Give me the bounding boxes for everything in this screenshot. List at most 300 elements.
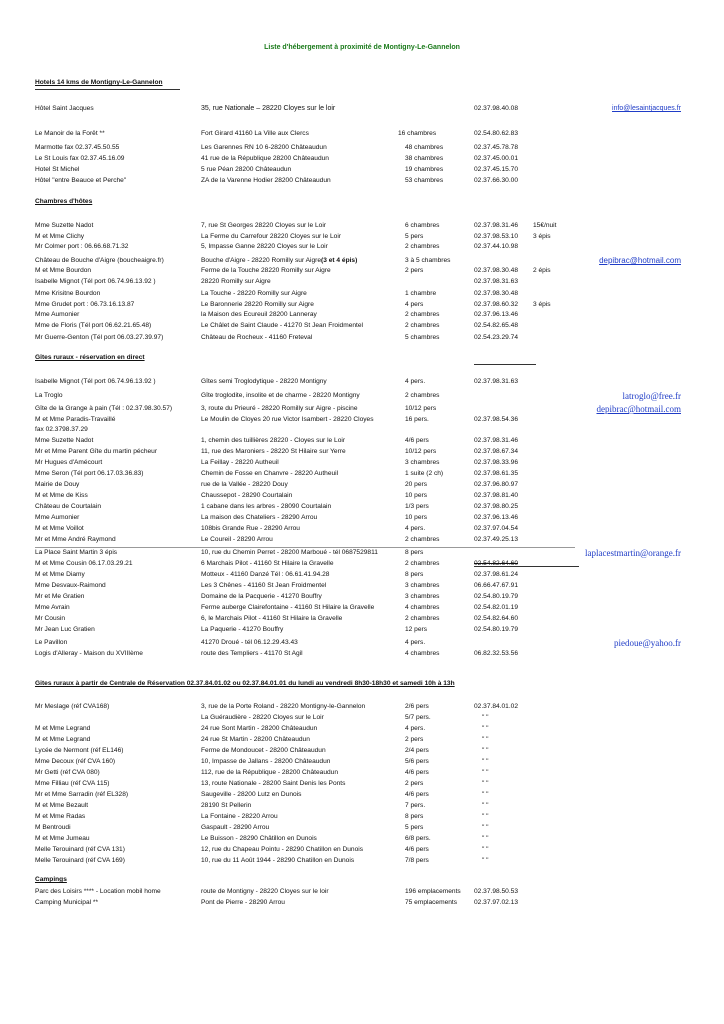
camping-row bbox=[0, 887, 724, 897]
gite-row bbox=[0, 614, 724, 624]
gite-name: M et Mme de Kiss bbox=[35, 492, 88, 499]
hotel-phone: 02.37.45.78.78 bbox=[474, 144, 518, 151]
centrale-row bbox=[0, 735, 724, 745]
centrale-row bbox=[0, 724, 724, 734]
gite-capacity: 4 pers. bbox=[405, 525, 426, 532]
centrale-capacity: 4/6 pers bbox=[405, 846, 429, 853]
centrale-name: M Bentroudi bbox=[35, 824, 71, 831]
chambre-address bbox=[201, 256, 357, 266]
centrale-row bbox=[0, 812, 724, 822]
centrale-phone-ditto: " " bbox=[482, 824, 489, 831]
centrale-phone-ditto: " " bbox=[482, 835, 489, 842]
gite-name: Château de Courtalain bbox=[35, 503, 101, 510]
hotel-rooms: 48 chambres bbox=[405, 144, 444, 151]
chambre-capacity: 2 pers bbox=[405, 267, 424, 274]
gite-phone: 02.54.82.64.60 bbox=[474, 560, 518, 567]
camping-row bbox=[0, 898, 724, 908]
gite-name: Mme Avrain bbox=[35, 604, 70, 611]
gite-capacity: 10 pers bbox=[405, 492, 427, 499]
centrale-capacity: 4/6 pers bbox=[405, 769, 429, 776]
gite-address: 1, chemin des tuillières 28220 - Cloyes sur le Loir bbox=[201, 437, 346, 444]
centrale-name: Mme Decoux (réf CVA 160) bbox=[35, 758, 116, 765]
chambre-capacity: 4 pers bbox=[405, 301, 424, 308]
gite-capacity: 8 pers bbox=[405, 571, 424, 578]
chambre-capacity: 1 chambre bbox=[405, 290, 437, 297]
hotel-name: Le St Louis fax 02.37.45.16.09 bbox=[35, 155, 125, 162]
hotel-row bbox=[0, 154, 724, 164]
gite-phone: 02.37.98.33.96 bbox=[474, 459, 518, 466]
gite-capacity: 16 pers. bbox=[405, 416, 429, 423]
gite-capacity: 2 chambres bbox=[405, 560, 440, 567]
centrale-capacity: 5 pers bbox=[405, 824, 424, 831]
gite-phone: 02.37.98.31.63 bbox=[474, 378, 518, 385]
gite-capacity: 10/12 pers bbox=[405, 448, 437, 455]
gite-phone: 02.37.98.61.35 bbox=[474, 470, 518, 477]
centrale-address: La Fontaine - 28220 Arrou bbox=[201, 813, 278, 820]
section-campings-heading: Campings bbox=[35, 876, 67, 883]
chambre-row bbox=[0, 266, 724, 276]
centrale-row bbox=[0, 779, 724, 789]
gite-address: La Paquerie - 41270 Bouffry bbox=[201, 626, 284, 633]
hotel-phone: 02.37.66.30.00 bbox=[474, 177, 518, 184]
chambre-address: Ferme de la Touche 28220 Romilly sur Aigre bbox=[201, 267, 331, 274]
gite-row bbox=[0, 469, 724, 479]
chambre-address: 7, rue St Georges 28220 Cloyes sur le Loir bbox=[201, 222, 326, 229]
gite-row bbox=[0, 570, 724, 580]
gite-row bbox=[0, 447, 724, 457]
centrale-name: M et Mme Legrand bbox=[35, 736, 91, 743]
gite-phone: 02.37.98.31.46 bbox=[474, 437, 518, 444]
chambre-address: La Ferme du Carrefour 28220 Cloyes sur le Loir bbox=[201, 233, 342, 240]
centrale-phone-ditto: " " bbox=[482, 758, 489, 765]
gite-address: 108bis Grande Rue - 28290 Arrou bbox=[201, 525, 300, 532]
gite-phone: 06.82.32.53.56 bbox=[474, 650, 518, 657]
chambre-name: M et Mme Bourdon bbox=[35, 267, 92, 274]
gite-name: Logis d'Alleray - Maison du XVIIIème bbox=[35, 650, 143, 657]
gite-address: Les 3 Chênes - 41160 St Jean Froidmentel bbox=[201, 582, 327, 589]
centrale-address: 24 rue St Martin - 28200 Châteaudun bbox=[201, 736, 310, 743]
gite-row bbox=[0, 404, 724, 414]
centrale-address: 112, rue de la République - 28200 Châteaudun bbox=[201, 769, 338, 776]
chambre-name: Château de Bouche d'Aigre (boucheaigre.fr) bbox=[35, 257, 164, 264]
centrale-name: Mr Meslage (réf CVA168) bbox=[35, 703, 110, 710]
gite-name: Mme Seron (Tél port 06.17.03.36.83) bbox=[35, 470, 144, 477]
centrale-capacity: 2/6 pers bbox=[405, 703, 429, 710]
camping-name: Camping Municipal ** bbox=[35, 899, 99, 906]
gite-address: 41270 Droué - tél 06.12.29.43.43 bbox=[201, 639, 298, 646]
centrale-address: Le Buisson - 28290 Châtillon en Dunois bbox=[201, 835, 317, 842]
gite-name: M et Mme Voillot bbox=[35, 525, 84, 532]
centrale-address: La Guéraudière - 28220 Cloyes sur le Loir bbox=[201, 714, 324, 721]
gite-row bbox=[0, 436, 724, 446]
chambre-row bbox=[0, 310, 724, 320]
gite-name: Mairie de Douy bbox=[35, 481, 80, 488]
gite-name: Mr Cousin bbox=[35, 615, 66, 622]
chambre-address: Le Baronnerie 28220 Romilly sur Aigre bbox=[201, 301, 314, 308]
gite-name: Mr et Mme André Raymond bbox=[35, 536, 116, 543]
centrale-row bbox=[0, 746, 724, 756]
centrale-name: M et Mme Radas bbox=[35, 813, 86, 820]
chambre-phone: 02.37.44.10.98 bbox=[474, 243, 518, 250]
hotel-phone: 02.37.45.15.70 bbox=[474, 166, 518, 173]
section-gites-direct-heading: Gîtes ruraux - réservation en direct bbox=[35, 354, 145, 361]
centrale-row bbox=[0, 768, 724, 778]
chambre-address: la Maison des Ecureuil 28200 Lanneray bbox=[201, 311, 317, 318]
gite-email-link[interactable]: depibrac@hotmail.com bbox=[596, 404, 681, 414]
gite-address: 11, rue des Maroniers - 28220 St Hilaire sur Yerre bbox=[201, 448, 346, 455]
centrale-row bbox=[0, 823, 724, 833]
centrale-row bbox=[0, 757, 724, 767]
chambre-price: 15€/nuit bbox=[533, 222, 557, 229]
chambre-name: Mme Suzette Nadot bbox=[35, 222, 94, 229]
centrale-name: M et Mme Bezault bbox=[35, 802, 89, 809]
gite-name: Mr Jean Luc Gratien bbox=[35, 626, 95, 633]
chambre-phone: 02.37.96.13.46 bbox=[474, 311, 518, 318]
centrale-address: 28190 St Pellerin bbox=[201, 802, 252, 809]
centrale-row bbox=[0, 834, 724, 844]
hotel-phone: 02.37.98.40.08 bbox=[474, 105, 518, 112]
gite-row bbox=[0, 425, 724, 435]
hotel-row bbox=[0, 165, 724, 175]
gite-row bbox=[0, 559, 724, 569]
gite-address: 3, route du Prieuré - 28220 Romilly sur Aigre - piscine bbox=[201, 405, 358, 412]
centrale-capacity: 6/8 pers. bbox=[405, 835, 431, 842]
gite-name: Gîte de la Grange à pain (Tél : 02.37.98.30.57) bbox=[35, 405, 173, 412]
chambre-row bbox=[0, 321, 724, 331]
gite-capacity: 2 chambres bbox=[405, 536, 440, 543]
chambre-name: Mr Colmer port : 06.66.68.71.32 bbox=[35, 243, 129, 250]
gite-capacity: 4 chambres bbox=[405, 650, 440, 657]
gite-address: La Feillay - 28220 Autheuil bbox=[201, 459, 279, 466]
centrale-address: Saugeville - 28200 Lutz en Dunois bbox=[201, 791, 302, 798]
chambre-phone: 02.37.98.31.46 bbox=[474, 222, 518, 229]
centrale-address: 12, rue du Chapeau Pointu - 28290 Chatillon en Dunois bbox=[201, 846, 364, 853]
centrale-name: Melle Terouinard (réf CVA 131) bbox=[35, 846, 125, 853]
gite-capacity: 1/3 pers bbox=[405, 503, 429, 510]
hotel-rooms: 16 chambres bbox=[398, 130, 437, 137]
gite-capacity: 10 pers bbox=[405, 514, 427, 521]
section-gites-centrale-heading: Gites ruraux à partir de Centrale de Réservation 02.37.84.01.02 ou 02.37.84.01.01 du lundi au vendredi 8h30-18h30 et samedi 10h à 13h bbox=[35, 680, 455, 687]
gite-phone: 02.54.82.01.19 bbox=[474, 604, 518, 611]
centrale-name: M et Mme Legrand bbox=[35, 725, 91, 732]
centrale-name: M et Mme Jumeau bbox=[35, 835, 90, 842]
section-gites-direct-rule bbox=[474, 364, 536, 365]
gite-phone: 02.37.96.80.97 bbox=[474, 481, 518, 488]
centrale-row bbox=[0, 702, 724, 712]
centrale-capacity: 7 pers. bbox=[405, 802, 426, 809]
centrale-capacity: 2/4 pers bbox=[405, 747, 429, 754]
chambre-capacity: 5 pers bbox=[405, 233, 424, 240]
centrale-phone-ditto: " " bbox=[482, 714, 489, 721]
gite-address: Le Moulin de Cloyes 20 rue Victor Isambert - 28220 Cloyes bbox=[201, 416, 374, 423]
chambre-row bbox=[0, 242, 724, 252]
gite-phone: 02.37.97.04.54 bbox=[474, 525, 518, 532]
centrale-phone: 02.37.84.01.02 bbox=[474, 703, 518, 710]
camping-capacity: 75 emplacements bbox=[405, 899, 458, 906]
chambre-name: Mme Aumonier bbox=[35, 311, 80, 318]
gite-name: La Place Saint Martin 3 épis bbox=[35, 549, 118, 556]
gite-name: M et Mme Cousin 06.17.03.29.21 bbox=[35, 560, 133, 567]
centrale-phone-ditto: " " bbox=[482, 769, 489, 776]
centrale-capacity: 2 pers bbox=[405, 780, 424, 787]
gite-phone: 02.54.80.19.79 bbox=[474, 593, 518, 600]
centrale-phone-ditto: " " bbox=[482, 780, 489, 787]
gite-address: 1 cabane dans les arbres - 28090 Courtalain bbox=[201, 503, 332, 510]
chambre-row bbox=[0, 333, 724, 343]
gite-name: Mr et Mme Parent Gîte du martin pécheur bbox=[35, 448, 158, 455]
hotel-rooms: 38 chambres bbox=[405, 155, 444, 162]
chambre-phone: 02.37.98.31.63 bbox=[474, 278, 518, 285]
chambre-capacity: 2 chambres bbox=[405, 243, 440, 250]
chambre-capacity: 2 chambres bbox=[405, 311, 440, 318]
gite-capacity: 10/12 pers bbox=[405, 405, 437, 412]
camping-address: route de Montigny - 28220 Cloyes sur le loir bbox=[201, 888, 329, 895]
gite-address: Domaine de la Pacquerie - 41270 Bouffry bbox=[201, 593, 322, 600]
gite-email-link[interactable]: laplacestmartin@orange.fr bbox=[585, 548, 681, 558]
chambre-phone: 02.37.98.30.48 bbox=[474, 290, 518, 297]
centrale-row bbox=[0, 713, 724, 723]
section-hotels-rule bbox=[35, 89, 180, 90]
chambre-rating: 3 épis bbox=[533, 233, 551, 240]
hotel-address: Fort Girard 41160 La Ville aux Clercs bbox=[201, 130, 309, 137]
chambre-row bbox=[0, 232, 724, 242]
gite-phone: 02.37.98.61.24 bbox=[474, 571, 518, 578]
chambre-row bbox=[0, 256, 724, 266]
chambre-address: Château de Rocheux - 41160 Freteval bbox=[201, 334, 313, 341]
gite-name: Mr Hugues d'Amécourt bbox=[35, 459, 103, 466]
gite-name: M et Mme Diamy bbox=[35, 571, 85, 578]
centrale-capacity: 8 pers bbox=[405, 813, 424, 820]
gite-row bbox=[0, 524, 724, 534]
chambre-address: 28220 Romilly sur Aigre bbox=[201, 278, 271, 285]
gite-capacity: 4 pers. bbox=[405, 378, 426, 385]
gite-row bbox=[0, 480, 724, 490]
chambre-name: Isabelle Mignot (Tél port 06.74.96.13.92 ) bbox=[35, 278, 156, 285]
gite-row bbox=[0, 548, 724, 558]
hotel-phone: 02.54.80.62.83 bbox=[474, 130, 518, 137]
centrale-address: 10, rue du 11 Août 1944 - 28290 Chatillon en Dunois bbox=[201, 857, 355, 864]
chambre-address: 5, Impasse Ganne 28220 Cloyes sur le Loir bbox=[201, 243, 328, 250]
hotel-rooms: 19 chambres bbox=[405, 166, 444, 173]
gite-row bbox=[0, 592, 724, 602]
chambre-row bbox=[0, 300, 724, 310]
chambre-capacity: 3 à 5 chambres bbox=[405, 257, 451, 264]
gite-row bbox=[0, 581, 724, 591]
chambre-row bbox=[0, 289, 724, 299]
centrale-address: Ferme de Mondoucet - 28200 Châteaudun bbox=[201, 747, 326, 754]
strike-rule bbox=[474, 566, 579, 567]
camping-phone: 02.37.98.50.53 bbox=[474, 888, 518, 895]
chambre-address-text: Bouche d'Aigre - 28220 Romilly sur Aigre bbox=[201, 257, 322, 264]
gite-capacity: 3 chambres bbox=[405, 593, 440, 600]
chambre-address-rating: (3 et 4 épis) bbox=[321, 257, 358, 264]
centrale-name: Melle Terouinard (réf CVA 169) bbox=[35, 857, 125, 864]
camping-name: Parc des Loisirs **** - Location mobil home bbox=[35, 888, 161, 895]
gite-row bbox=[0, 415, 724, 425]
gite-capacity: 2 chambres bbox=[405, 615, 440, 622]
hotel-row bbox=[0, 104, 724, 114]
hotel-address: ZA de la Varenne Hodier 28200 Châteaudun bbox=[201, 177, 331, 184]
chambre-name: Mr Guerre-Genton (Tél port 06.03.27.39.97) bbox=[35, 334, 164, 341]
centrale-phone-ditto: " " bbox=[482, 747, 489, 754]
section-hotels-heading: Hotels 14 kms de Montigny-Le-Gannelon bbox=[35, 79, 163, 86]
hotel-row bbox=[0, 176, 724, 186]
chambre-row bbox=[0, 221, 724, 231]
hotel-row bbox=[0, 143, 724, 153]
chambre-row bbox=[0, 277, 724, 287]
gite-name: Mr et Me Gratien bbox=[35, 593, 85, 600]
document-title: Liste d'hébergement à proximité de Montigny-Le-Gannelon bbox=[264, 44, 460, 51]
section-chambres-heading: Chambres d'hôtes bbox=[35, 198, 93, 205]
gite-name: Mme Aumonier bbox=[35, 514, 80, 521]
centrale-phone-ditto: " " bbox=[482, 736, 489, 743]
gite-capacity: 4 pers. bbox=[405, 639, 426, 646]
chambre-name: Mme Krisitne Bourdon bbox=[35, 290, 101, 297]
gite-row bbox=[0, 638, 724, 648]
centrale-capacity: 5/7 pers. bbox=[405, 714, 431, 721]
gite-phone: 02.37.98.54.36 bbox=[474, 416, 518, 423]
gite-address: Gîtes semi Troglodytique - 28220 Montigny bbox=[201, 378, 327, 385]
camping-address: Pont de Pierre - 28290 Arrou bbox=[201, 899, 285, 906]
gite-phone: 02.37.98.80.25 bbox=[474, 503, 518, 510]
hotel-name: Hotel St Michel bbox=[35, 166, 80, 173]
gite-row bbox=[0, 391, 724, 401]
hotel-email-link[interactable]: info@lesaintjacques.fr bbox=[612, 105, 681, 112]
centrale-capacity: 2 pers bbox=[405, 736, 424, 743]
chambre-phone: 02.37.98.53.10 bbox=[474, 233, 518, 240]
hotel-address: 41 rue de la République 28200 Châteaudun bbox=[201, 155, 329, 162]
gite-phone: 06.66.47.67.91 bbox=[474, 582, 518, 589]
gite-address: La maison des Chateliers - 28290 Arrou bbox=[201, 514, 318, 521]
gite-address: 6, le Marchais Pilot - 41160 St Hilaire la Gravelle bbox=[201, 615, 343, 622]
centrale-name: Mme Filliau (réf CVA 115) bbox=[35, 780, 110, 787]
gite-row bbox=[0, 603, 724, 613]
gite-capacity: 4/6 pers bbox=[405, 437, 429, 444]
gite-name: Isabelle Mignot (Tél port 06.74.96.13.92 ) bbox=[35, 378, 156, 385]
chambre-phone: 02.37.98.30.48 bbox=[474, 267, 518, 274]
centrale-phone-ditto: " " bbox=[482, 857, 489, 864]
chambre-phone: 02.54.82.65.48 bbox=[474, 322, 518, 329]
centrale-phone-ditto: " " bbox=[482, 725, 489, 732]
camping-phone: 02.37.97.02.13 bbox=[474, 899, 518, 906]
gite-phone: 02.37.98.67.34 bbox=[474, 448, 518, 455]
centrale-address: 13, route Nationale - 28200 Saint Denis les Ponts bbox=[201, 780, 346, 787]
centrale-name: Lycée de Nermont (réf EL146) bbox=[35, 747, 124, 754]
gite-row bbox=[0, 491, 724, 501]
centrale-capacity: 5/6 pers bbox=[405, 758, 429, 765]
gite-capacity: 3 chambres bbox=[405, 582, 440, 589]
gite-address: 6 Marchais Pilot - 41160 St Hilaire la Gravelle bbox=[201, 560, 334, 567]
gite-email-link[interactable]: piedoue@yahoo.fr bbox=[613, 638, 681, 648]
gite-capacity: 8 pers bbox=[405, 549, 424, 556]
gite-capacity: 2 chambres bbox=[405, 392, 440, 399]
gite-phone: 02.37.96.13.46 bbox=[474, 514, 518, 521]
chambre-rating: 2 épis bbox=[533, 267, 551, 274]
chambre-name: Mme de Floris (Tél port 06.62.21.65.48) bbox=[35, 322, 152, 329]
chambre-address: La Touche - 28220 Romilly sur Aigre bbox=[201, 290, 307, 297]
centrale-address: 3, rue de la Porte Roland - 28220 Montigny-le-Gannelon bbox=[201, 703, 366, 710]
centrale-name: Mr Getti (réf CVA 080) bbox=[35, 769, 100, 776]
gite-address: route des Templiers - 41170 St Agil bbox=[201, 650, 303, 657]
gite-phone: 02.54.82.64.60 bbox=[474, 615, 518, 622]
gite-name: Mme Suzette Nadot bbox=[35, 437, 94, 444]
gite-row bbox=[0, 377, 724, 387]
gite-row bbox=[0, 458, 724, 468]
gite-name: Mme Desvaux-Raimond bbox=[35, 582, 106, 589]
chambre-capacity: 2 chambres bbox=[405, 322, 440, 329]
gite-phone: 02.37.98.81.40 bbox=[474, 492, 518, 499]
gite-address: Chaussepot - 28290 Courtalain bbox=[201, 492, 293, 499]
hotel-name: Hôtel "entre Beauce et Perche" bbox=[35, 177, 127, 184]
centrale-address: Gaspault - 28290 Arrou bbox=[201, 824, 270, 831]
hotel-address: Les Garennes RN 10 6-28200 Châteaudun bbox=[201, 144, 327, 151]
centrale-capacity: 7/8 pers bbox=[405, 857, 429, 864]
chambre-name: Mme Grudet port : 06.73.16.13.87 bbox=[35, 301, 135, 308]
gite-address: Motteux - 41160 Danzé Tél : 06.61.41.94.28 bbox=[201, 571, 330, 578]
gite-address: Le Coureil - 28290 Arrou bbox=[201, 536, 273, 543]
centrale-row bbox=[0, 790, 724, 800]
centrale-address: 10, Impasse de Jallans - 28200 Châteaudun bbox=[201, 758, 331, 765]
gite-address: Chemin de Fosse en Chanvre - 28220 Autheuil bbox=[201, 470, 339, 477]
gite-row bbox=[0, 649, 724, 659]
chambre-capacity: 6 chambres bbox=[405, 222, 440, 229]
gite-email-link[interactable]: latroglo@free.fr bbox=[622, 391, 681, 401]
gite-fax: fax 02.3798.37.29 bbox=[35, 426, 88, 433]
hotel-address: 5 rue Péan 28200 Châteaudun bbox=[201, 166, 292, 173]
gite-phone: 02.37.49.25.13 bbox=[474, 536, 518, 543]
hotel-name: Marmotte fax 02.37.45.50.55 bbox=[35, 144, 120, 151]
gite-phone: 02.54.80.19.79 bbox=[474, 626, 518, 633]
centrale-address: 24 rue Sont Martin - 28200 Châteaudun bbox=[201, 725, 318, 732]
gite-row bbox=[0, 502, 724, 512]
gite-name: La Troglo bbox=[35, 392, 63, 399]
gite-row bbox=[0, 535, 724, 545]
chambre-phone: 02.54.23.29.74 bbox=[474, 334, 518, 341]
gite-capacity: 20 pers bbox=[405, 481, 427, 488]
centrale-name: Mr et Mme Sarradin (réf EL328) bbox=[35, 791, 129, 798]
chambre-capacity: 5 chambres bbox=[405, 334, 440, 341]
hotel-phone: 02.37.45.00.01 bbox=[474, 155, 518, 162]
centrale-row bbox=[0, 801, 724, 811]
gite-address: Ferme auberge Clairefontaine - 41160 St Hilaire la Gravelle bbox=[201, 604, 375, 611]
chambre-email-link[interactable]: depibrac@hotmail.com bbox=[599, 256, 681, 265]
centrale-row bbox=[0, 856, 724, 866]
hotel-rooms: 53 chambres bbox=[405, 177, 444, 184]
hotel-name: Le Manoir de la Forêt ** bbox=[35, 130, 105, 137]
centrale-row bbox=[0, 845, 724, 855]
hotel-row bbox=[0, 129, 724, 139]
centrale-phone-ditto: " " bbox=[482, 813, 489, 820]
chambre-name: M et Mme Clichy bbox=[35, 233, 85, 240]
gite-capacity: 12 pers bbox=[405, 626, 427, 633]
gite-row bbox=[0, 625, 724, 635]
centrale-phone-ditto: " " bbox=[482, 846, 489, 853]
chambre-rating: 3 épis bbox=[533, 301, 551, 308]
chambre-address: Le Châlet de Saint Claude - 41270 St Jean Froidmentel bbox=[201, 322, 364, 329]
centrale-capacity: 4/6 pers bbox=[405, 791, 429, 798]
gite-name: Le Pavillon bbox=[35, 639, 68, 646]
gite-name: M et Mme Paradis-Travaillé bbox=[35, 416, 116, 423]
gite-capacity: 3 chambres bbox=[405, 459, 440, 466]
chambre-phone: 02.37.98.60.32 bbox=[474, 301, 518, 308]
hotel-name: Hôtel Saint Jacques bbox=[35, 105, 94, 112]
gite-capacity: 4 chambres bbox=[405, 604, 440, 611]
centrale-phone-ditto: " " bbox=[482, 802, 489, 809]
centrale-capacity: 4 pers. bbox=[405, 725, 426, 732]
gite-address: 10, rue du Chemin Perret - 28200 Marboué - tél 0687529811 bbox=[201, 549, 378, 556]
gite-address: rue de la Vallée - 28220 Douy bbox=[201, 481, 288, 488]
centrale-phone-ditto: " " bbox=[482, 791, 489, 798]
